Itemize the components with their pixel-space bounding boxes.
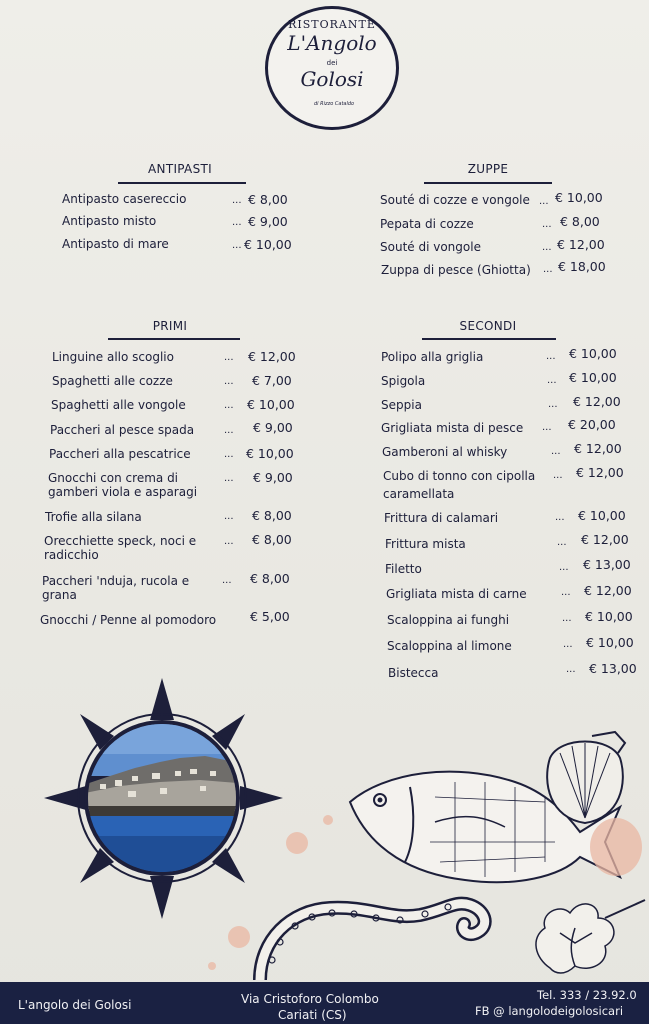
menu-item-name: Souté di cozze e vongole [380, 193, 530, 207]
menu-item-name: Cubo di tonno con cipolla [383, 469, 536, 483]
menu-item-price: € 20,00 [568, 417, 616, 432]
footer-address: Via Cristoforo Colombo [241, 992, 379, 1006]
menu-item-price: € 10,00 [578, 508, 626, 523]
menu-item-name: Paccheri 'nduja, rucola e [42, 574, 190, 588]
leader-dots: ... [542, 219, 552, 230]
secondi-title: SECONDI [459, 319, 517, 333]
menu-item-name: Gnocchi / Penne al pomodoro [40, 613, 217, 627]
leader-dots: ... [224, 449, 234, 460]
menu-item-price: € 9,00 [253, 470, 293, 485]
menu-item-name: Souté di vongole [380, 240, 481, 254]
decor-dot [286, 832, 308, 854]
leader-dots: ... [557, 537, 567, 548]
menu-item-name: Pepata di cozze [380, 217, 474, 231]
menu-item-price: € 8,00 [252, 532, 292, 547]
leader-dots: ... [539, 196, 549, 207]
menu-item-name: Paccheri al pesce spada [50, 423, 195, 437]
leader-dots: ... [224, 400, 234, 411]
menu-item-name: Antipasto di mare [62, 237, 169, 251]
menu-item-price: € 8,00 [252, 508, 292, 523]
logo-name-line1: L'Angolo [287, 31, 377, 55]
menu-item-price: € 9,00 [253, 420, 293, 435]
secondi-rule [422, 338, 556, 340]
leader-dots: ... [222, 575, 232, 586]
menu-item-name: Scaloppina al limone [387, 639, 512, 653]
footer-city: Cariati (CS) [278, 1008, 347, 1022]
leader-dots: ... [224, 376, 234, 387]
menu-item-price: € 10,00 [246, 446, 294, 461]
footer-restaurant-name: L'angolo dei Golosi [18, 998, 132, 1012]
menu-item-name: Spigola [381, 374, 426, 388]
menu-item-name: Paccheri alla pescatrice [49, 447, 191, 461]
footer-facebook: FB @ langolodeigolosicari [475, 1004, 624, 1018]
menu-item-price: € 12,00 [581, 532, 629, 547]
leader-dots: ... [566, 664, 576, 675]
antipasti-title: ANTIPASTI [148, 162, 212, 176]
menu-item-price: € 10,00 [244, 237, 292, 252]
zuppe-rule [424, 182, 552, 184]
menu-item-price: € 8,00 [560, 214, 600, 229]
menu-item-price: € 9,00 [248, 214, 288, 229]
decor-dot [228, 926, 250, 948]
menu-item-name: Grigliata mista di pesce [381, 421, 524, 435]
menu-item-price: € 12,00 [584, 583, 632, 598]
menu-item-name: Scaloppina ai funghi [387, 613, 510, 627]
leader-dots: ... [224, 425, 234, 436]
menu-item-name: Frittura di calamari [384, 511, 499, 525]
menu-item-price: € 12,00 [576, 465, 624, 480]
leader-dots: ... [559, 562, 569, 573]
menu-item-price: € 5,00 [250, 609, 290, 624]
menu-item-price: € 12,00 [248, 349, 296, 364]
leader-dots: ... [553, 470, 563, 481]
leader-dots: ... [224, 352, 234, 363]
menu-item-price: € 18,00 [558, 259, 606, 274]
leader-dots: ... [562, 613, 572, 624]
menu-item-name: Linguine allo scoglio [52, 350, 174, 364]
menu-item-name: Spaghetti alle vongole [51, 398, 186, 412]
leader-dots: ... [542, 242, 552, 253]
menu-item-price: € 10,00 [585, 609, 633, 624]
leader-dots: ... [546, 351, 556, 362]
menu-item-price: € 10,00 [247, 397, 295, 412]
leader-dots: ... [224, 536, 234, 547]
menu-item-name: Polipo alla griglia [381, 350, 484, 364]
menu-item-name: Spaghetti alle cozze [52, 374, 173, 388]
primi-rule [108, 338, 240, 340]
menu-item-name: Bistecca [388, 666, 439, 680]
herb-icon [520, 888, 649, 978]
menu-item-name-cont: radicchio [44, 548, 99, 562]
restaurant-logo [265, 6, 399, 130]
menu-item-name: Zuppa di pesce (Ghiotta) [381, 263, 531, 277]
leader-dots: ... [547, 375, 557, 386]
menu-item-name: Antipasto misto [62, 214, 157, 228]
leader-dots: ... [224, 511, 234, 522]
decor-dot [323, 815, 333, 825]
leader-dots: ... [232, 240, 242, 251]
menu-item-name: Grigliata mista di carne [386, 587, 527, 601]
menu-item-name: Trofie alla silana [45, 510, 142, 524]
menu-item-price: € 8,00 [248, 192, 288, 207]
zuppe-title: ZUPPE [467, 162, 509, 176]
leader-dots: ... [551, 446, 561, 457]
decor-dot [208, 962, 216, 970]
logo-dei: dei [326, 59, 338, 67]
footer-bar [0, 982, 649, 1024]
menu-item-name-cont: grana [42, 588, 77, 602]
menu-item-price: € 12,00 [557, 237, 605, 252]
menu-item-name: Orecchiette speck, noci e [44, 534, 197, 548]
logo-ristorante: RISTORANTE [288, 18, 376, 31]
menu-item-name: Frittura mista [385, 537, 466, 551]
logo-subtitle: di Rizzo Cataldo [314, 101, 355, 107]
menu-item-price: € 10,00 [586, 635, 634, 650]
menu-item-price: € 7,00 [252, 373, 292, 388]
antipasti-rule [118, 182, 246, 184]
leader-dots: ... [563, 639, 573, 650]
menu-item-name: Gamberoni al whisky [382, 445, 508, 459]
compass-icon [40, 676, 285, 921]
leader-dots: ... [232, 217, 242, 228]
logo-name-line2: Golosi [300, 67, 364, 91]
octopus-icon [250, 880, 510, 980]
menu-item-price: € 10,00 [569, 346, 617, 361]
leader-dots: ... [232, 195, 242, 206]
menu-item-price: € 8,00 [250, 571, 290, 586]
leader-dots: ... [543, 264, 553, 275]
menu-item-name-cont: caramellata [383, 487, 455, 501]
menu-item-name: Filetto [385, 562, 422, 576]
primi-title: PRIMI [152, 319, 188, 333]
menu-item-name-cont: gamberi viola e asparagi [48, 485, 198, 499]
menu-item-price: € 12,00 [573, 394, 621, 409]
leader-dots: ... [548, 399, 558, 410]
menu-item-name: Antipasto casereccio [62, 192, 187, 206]
leader-dots: ... [542, 422, 552, 433]
leader-dots: ... [224, 473, 234, 484]
footer-phone: Tel. 333 / 23.92.0 [537, 988, 637, 1002]
menu-item-price: € 10,00 [555, 190, 603, 205]
menu-item-name: Seppia [381, 398, 422, 412]
menu-item-price: € 10,00 [569, 370, 617, 385]
decor-dot [590, 818, 642, 876]
menu-item-name: Gnocchi con crema di [48, 471, 179, 485]
scallop-icon [540, 728, 630, 828]
leader-dots: ... [561, 587, 571, 598]
leader-dots: ... [555, 512, 565, 523]
menu-item-price: € 13,00 [583, 557, 631, 572]
menu-item-price: € 12,00 [574, 441, 622, 456]
menu-item-price: € 13,00 [589, 661, 637, 676]
